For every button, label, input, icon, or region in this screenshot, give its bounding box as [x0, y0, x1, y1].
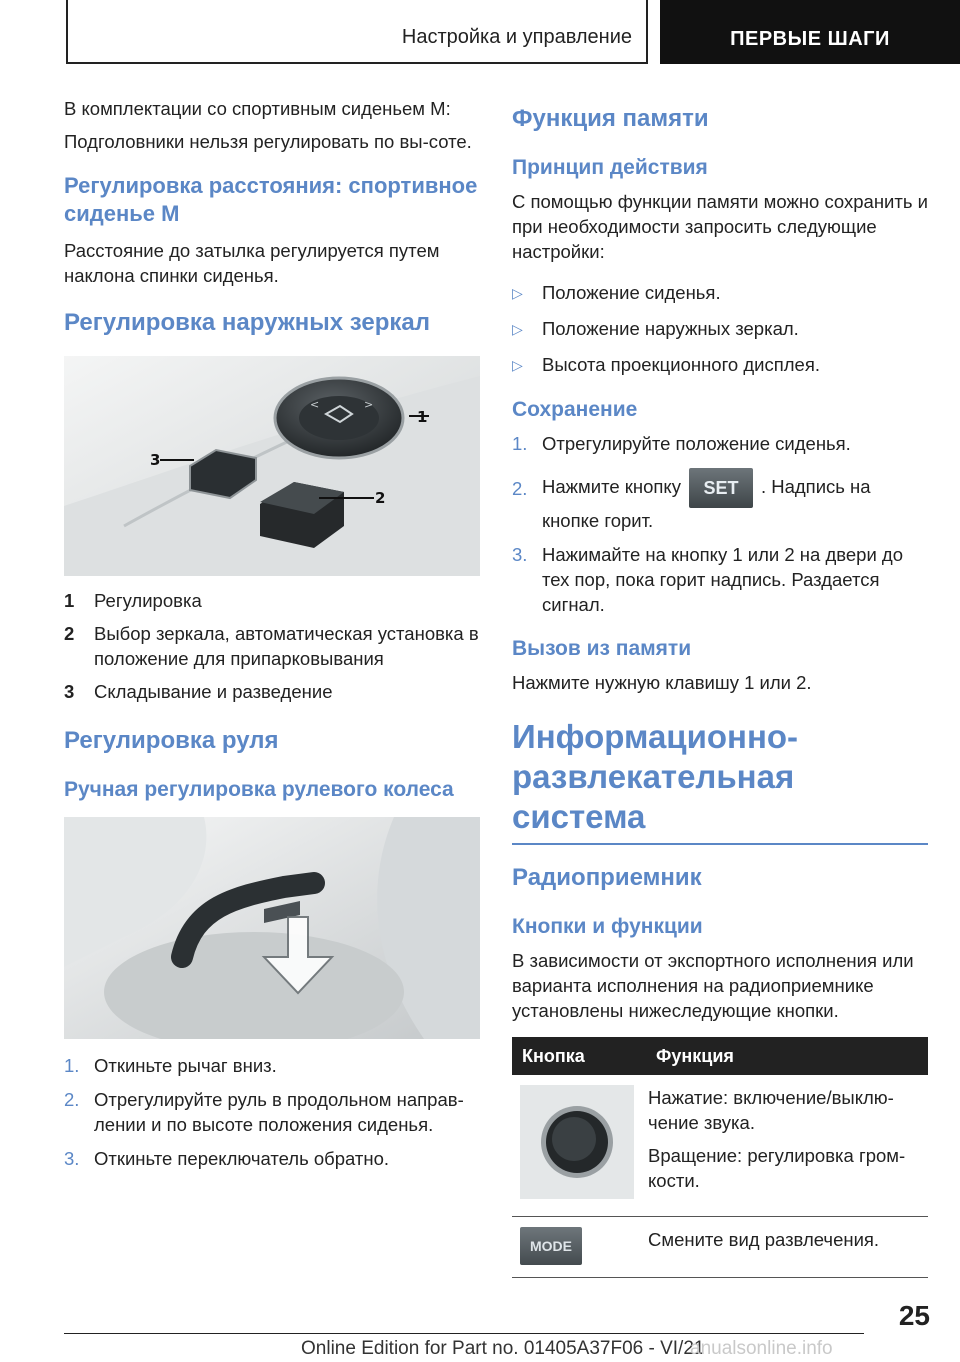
list-item: ▷ Высота проекционного дисплея.	[512, 352, 928, 378]
function-cell	[646, 1075, 928, 1217]
heading-radio: Радиоприемник	[512, 864, 702, 891]
svg-text:>: >	[364, 398, 374, 411]
wheel-steps-list	[64, 1053, 482, 1171]
heading-save: Сохранение	[512, 398, 638, 421]
heading-manual-wheel: Ручная регулировка рулевого колеса	[64, 778, 454, 801]
heading-recall: Вызов из памяти	[512, 637, 692, 660]
list-item: 1. Откиньте рычаг вниз.	[64, 1055, 277, 1076]
table-row	[512, 1217, 928, 1278]
callout-1: 1	[417, 408, 428, 426]
left-column	[64, 96, 482, 1180]
steering-lever-figure	[64, 817, 480, 1039]
intro-text-2: Подголовники нельзя регулировать по вы-соте.	[64, 131, 472, 152]
mirror-controls-figure	[64, 356, 480, 576]
principle-list	[512, 280, 928, 378]
list-item: 2. Нажмите кнопку SET . Надпись на кнопке горит.	[512, 468, 928, 533]
set-button: SET	[689, 468, 753, 508]
list-item: ▷ Положение сиденья.	[512, 280, 928, 306]
list-item: 3. Нажимайте на кнопку 1 или 2 на двери до тех пор, пока горит надпись. Раздается сигнал.	[512, 544, 904, 615]
button-cell	[512, 1075, 646, 1217]
heading-buttons-functions: Кнопки и функции	[512, 915, 703, 938]
mode-button: MODE	[520, 1227, 582, 1265]
chapter-tab	[660, 0, 960, 64]
save-steps-list	[512, 431, 928, 617]
callout-2: 2	[375, 489, 386, 507]
volume-knob-icon	[520, 1085, 634, 1199]
triangle-bullet-icon: ▷	[512, 357, 523, 373]
heading-memory: Функция памяти	[512, 105, 709, 132]
triangle-bullet-icon: ▷	[512, 321, 523, 337]
triangle-bullet-icon: ▷	[512, 285, 523, 301]
list-item: 2. Отрегулируйте руль в продольном направ-лении и по высоте положения сиденья.	[64, 1089, 464, 1135]
column-header-button: Кнопка	[512, 1037, 646, 1075]
function-cell	[646, 1217, 928, 1278]
watermark: anualsonline.info	[690, 1338, 833, 1359]
buttons-table	[512, 1037, 928, 1278]
legend-item: 2 Выбор зеркала, автоматическая установка в положение для припарковывания	[64, 623, 479, 669]
chapter-title: ПЕРВЫЕ ШАГИ	[730, 28, 890, 50]
heading-principle: Принцип действия	[512, 156, 708, 179]
function-rotate: Вращение: регулировка гром-кости.	[648, 1145, 906, 1191]
mirror-controls-illustration	[64, 356, 480, 576]
recall-text: Нажмите нужную клавишу 1 или 2.	[512, 672, 812, 693]
mirror-legend	[64, 588, 482, 704]
button-cell	[512, 1217, 646, 1278]
column-header-function: Функция	[646, 1037, 928, 1075]
function-press: Нажатие: включение/выклю-чение звука.	[648, 1087, 894, 1133]
steering-lever-illustration	[64, 817, 480, 1039]
legend-item: 3 Складывание и разведение	[64, 681, 333, 702]
list-item: 3. Откиньте переключатель обратно.	[64, 1148, 390, 1169]
buttons-text: В зависимости от экспортного исполнения или варианта исполнения на радиоприемнике установлены нижеследующие кнопки.	[512, 950, 914, 1021]
heading-mirrors: Регулировка наружных зеркал	[64, 309, 430, 336]
intro-text-1: В комплектации со спортивным сиденьем M:	[64, 98, 451, 119]
heading-wheel: Регулировка руля	[64, 727, 279, 754]
list-item: 1. Отрегулируйте положение сиденья.	[512, 433, 851, 454]
footer-rule	[64, 1333, 864, 1334]
section-title: Настройка и управление	[401, 26, 632, 48]
distance-text: Расстояние до затылка регулируется путем наклона спинки сиденья.	[64, 240, 440, 286]
table-row	[512, 1075, 928, 1217]
right-column	[512, 96, 928, 1278]
principle-text: С помощью функции памяти можно сохранить и при необходимости запросить следующие настройки:	[512, 191, 928, 262]
svg-text:<: <	[310, 398, 320, 411]
callout-3: 3	[150, 451, 161, 469]
table-header-row	[512, 1037, 928, 1075]
legend-item: 1 Регулировка	[64, 590, 202, 611]
function-mode: Смените вид развлечения.	[648, 1229, 880, 1250]
footer-edition: Online Edition for Part no. 01405A37F06 - VI/21	[301, 1338, 705, 1359]
heading-distance: Регулировка расстояния: спортивное сиденье M	[64, 173, 478, 226]
page-number: 25	[898, 1300, 930, 1331]
heading-infotainment: Информационно-развлекательная система	[512, 717, 928, 845]
header-frame	[66, 0, 648, 64]
list-item: ▷ Положение наружных зеркал.	[512, 316, 928, 342]
